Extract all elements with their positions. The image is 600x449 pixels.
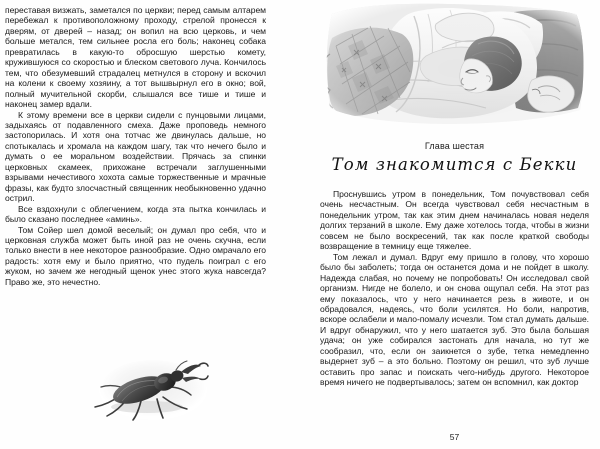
chapter-title: Том знакомится с Бекки [331,155,578,174]
chapter-heading [320,141,589,175]
paragraph: Том лежал и думал. Вдруг ему пришло в голову, что хорошо было бы заболеть; тогда он останется дома и не пойдет в школу. Надежда слабая, но почему не попробовать! Он исследовал свой организм. Нигде не болело, и он снова ощупал себя. На этот раз ему показалось, что у него начинается резь в животе, и он обрадовался, надеясь, что боли усилятся. Но боли, напротив, вскоре ослабели и мало-помалу исчезли. Том стал думать дальше. И вдруг обнаружил, что у него шатается зуб. Это была большая удача; он уже собирался застонать для начала, но тут же сообразил, что, если он заикнется о зубе, тетка немедленно выдернет зуб – а это больно. Поэтому он решил, что зуб лучше оставить про запас и поискать чего-нибудь другого. Некоторое время ничего не подвертывалось; затем он вспомнил, как доктор [320,251,589,388]
right-column-body [320,189,589,388]
stag-beetle-illustration [77,357,237,437]
left-column-body [5,5,266,287]
left-text-column [5,0,266,449]
paragraph: Проснувшись утром в понедельник, Том почувствовал себя очень несчастным. Он всегда чувствовал себя несчастным в понедельник утром, так как этим днем начиналась новая неделя долгих терзаний в школе. Ему даже хотелось тогда, чтобы в жизни совсем не было воскресений, так как после краткой свободы возвращение в темницу еще тяжелее. [320,189,589,252]
paragraph: К этому времени все в церкви сидели с пунцовыми лицами, задыхаясь от подавленного смеха. Даже проповедь немного застопорилась. И хотя она тотчас же двинулась дальше, но спотыкалась и хромала на каждом шагу, так что нечего было и думать о ее моральном воздействии. Прячась за спинки церковных скамеек, прихожане встречали заглушенными взрывами нечестивого хохота самые торжественные и мрачные фразы, как будто злосчастный священник необыкновенно удачно острил. [5,109,266,204]
boy-sleeping-in-bed-illustration [318,2,595,135]
paragraph: Том Сойер шел домой веселый; он думал про себя, что и церковная служба может быть иной раз не очень скучна, если только внести в нее некоторое разнообразие. Одно омрачало его радость: хотя ему и было приятно, что пудель поиграл с его жуком, но зачем же негодный щенок унес этого жука навсегда? Право же, это нечестно. [5,224,266,287]
chapter-number-label: Глава шестая [424,141,485,151]
paragraph: переставая визжать, заметался по церкви; перед самым алтарем перебежал к противоположному проходу, стрелой пронесся к дверям, от дверей – назад; он вопил на всю церковь, и чем больше метался, тем сильнее росла его боль; наконец собака превратилась в какую-то обросшую шерстью комету, кружившуюся со скоростью и блеском светового луча. Кончилось тем, что обезумевший страдалец метнулся в сторону и вскочил на колени к своему хозяину, а тот вышвырнул его в окно; вой, полный мучительной скорби, слышался все тише и тише и наконец замер вдали. [5,5,266,110]
page-number: 57 [449,432,460,442]
paragraph: Все вздохнули с облегчением, когда эта пытка кончилась и было сказано последнее «аминь». [5,203,266,225]
